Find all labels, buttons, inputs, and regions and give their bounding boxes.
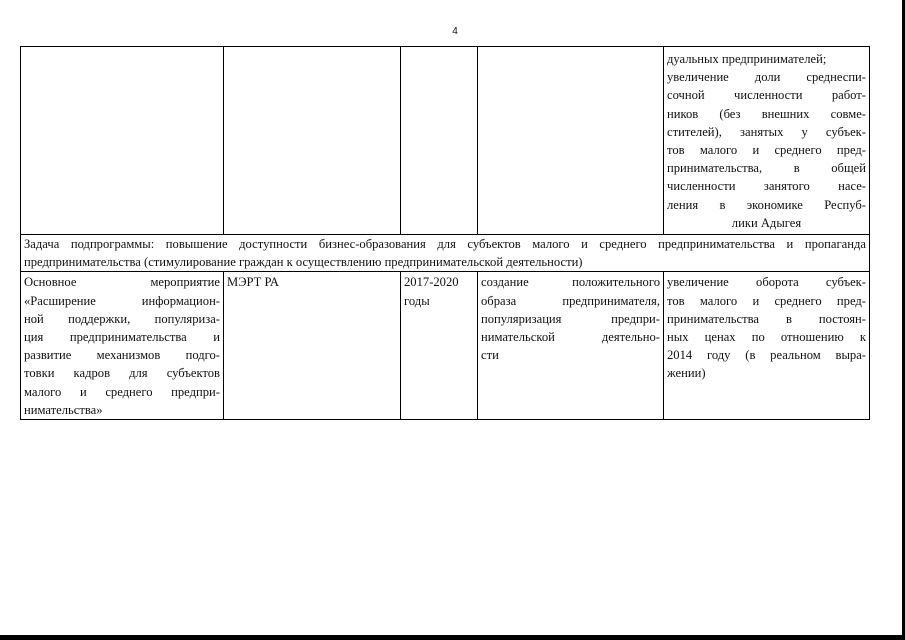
cont-cell-2 [224,47,401,235]
activity-line: ция предпринимательства и [24,330,220,345]
expected-result-cell [478,272,664,420]
activity-line: товки кадров для субъектов [24,366,220,381]
cont-cell-4 [478,47,664,235]
result-line: образа предпринимателя, [481,293,660,308]
activity-line: Основное мероприятие [24,275,220,290]
cont-cell-3 [401,47,478,235]
indicator-line: увеличение оборота субъек- [667,275,866,290]
indicator-line: принимательства в постоян- [667,311,866,326]
program-table [20,46,870,420]
task-cell: Задача подпрограммы: повышение доступности бизнес-образования для субъектов малого и среднего предпринимательства и пропаганда предпринимательства (стимулирование граждан к осуществлению предпринимательской деятельности) [21,235,870,272]
cont-line: ников (без внешних совме- [667,106,866,121]
activity-name-cell [21,272,224,420]
result-line: популяризация предпри- [481,311,660,326]
result-line: создание положительного [481,275,660,290]
cont-line: численности занятого насе- [667,179,866,194]
cont-line: увеличение доли среднеспи- [667,70,866,85]
cont-cell-indicators [664,47,870,235]
result-line: сти [481,348,499,363]
period-line: 2017-2020 [404,275,459,290]
indicator-line: 2014 году (в реальном выра- [667,348,866,363]
task-row [21,235,870,272]
period-line: годы [404,293,430,308]
period-cell [401,272,478,420]
cont-line: лики Адыгея [731,215,802,230]
cont-line: тов малого и среднего пред- [667,143,866,158]
activity-line: развитие механизмов подго- [24,348,220,363]
indicator-line: ных ценах по отношению к [667,330,866,345]
cont-line: сочной численности работ- [667,88,866,103]
cont-line: дуальных предпринимателей; [667,52,827,66]
scan-edge-bottom [0,635,905,640]
page-number: 4 [452,26,458,37]
cont-line: принимательства, в общей [667,161,866,176]
activity-line: «Расширение информацион- [24,293,220,308]
indicator-line: тов малого и среднего пред- [667,293,866,308]
cont-line: ления в экономике Респуб- [667,197,866,212]
continuation-row [21,47,870,235]
activity-line: малого и среднего предпри- [24,384,220,399]
activity-line: нимательства» [24,402,103,417]
result-line: нимательской деятельно- [481,330,660,345]
activity-row [21,272,870,420]
cont-cell-1 [21,47,224,235]
executor-cell: МЭРТ РА [224,272,401,420]
indicator-cell [664,272,870,420]
indicator-line: жении) [667,366,706,381]
activity-line: ной поддержки, популяриза- [24,311,220,326]
cont-line: стителей), занятых у субъек- [667,124,866,139]
